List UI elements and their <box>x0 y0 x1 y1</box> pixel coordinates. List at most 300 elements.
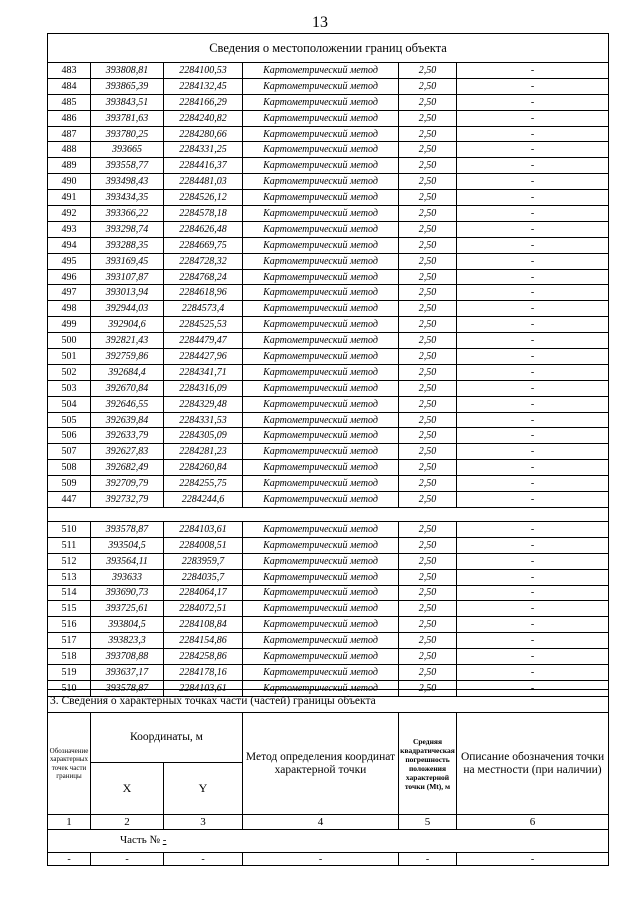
table-row <box>48 585 609 601</box>
table-row <box>48 633 609 649</box>
coord-y: 2284416,37 <box>164 158 243 174</box>
method: Картометрический метод <box>243 142 399 158</box>
accuracy: 2,50 <box>399 158 457 174</box>
description: - <box>457 253 609 269</box>
table-row <box>48 333 609 349</box>
accuracy: 2,50 <box>399 553 457 569</box>
description: - <box>457 317 609 333</box>
point-number: 516 <box>48 617 91 633</box>
accuracy: 2,50 <box>399 492 457 508</box>
table-row <box>48 601 609 617</box>
table-row <box>48 521 609 537</box>
accuracy: 2,50 <box>399 396 457 412</box>
table-row <box>48 63 609 79</box>
coord-y: 2284008,51 <box>164 537 243 553</box>
table-row <box>48 649 609 665</box>
column-number: 6 <box>457 815 609 830</box>
table-row <box>48 380 609 396</box>
point-number: 498 <box>48 301 91 317</box>
header-point-designation: Обозначение характерных точек части границы <box>48 713 91 815</box>
coord-y: 2284132,45 <box>164 78 243 94</box>
method: Картометрический метод <box>243 221 399 237</box>
coord-y: 2284072,51 <box>164 601 243 617</box>
point-number: 492 <box>48 206 91 222</box>
coord-x: 393498,43 <box>91 174 164 190</box>
coord-y: 2284103,61 <box>164 680 243 696</box>
coord-x: 393558,77 <box>91 158 164 174</box>
point-number: 519 <box>48 664 91 680</box>
coord-x: 392821,43 <box>91 333 164 349</box>
description: - <box>457 221 609 237</box>
coord-x: 393578,87 <box>91 680 164 696</box>
description: - <box>457 63 609 79</box>
coord-y: 2284305,09 <box>164 428 243 444</box>
method: Картометрический метод <box>243 396 399 412</box>
column-number: 4 <box>243 815 399 830</box>
point-number: 518 <box>48 649 91 665</box>
description: - <box>457 349 609 365</box>
coord-x: 393725,61 <box>91 601 164 617</box>
table-row <box>48 221 609 237</box>
accuracy: 2,50 <box>399 349 457 365</box>
accuracy: 2,50 <box>399 190 457 206</box>
point-number: 507 <box>48 444 91 460</box>
coord-y: 2284768,24 <box>164 269 243 285</box>
point-number: 514 <box>48 585 91 601</box>
coord-y: 2284255,75 <box>164 476 243 492</box>
description: - <box>457 444 609 460</box>
method: Картометрический метод <box>243 633 399 649</box>
description: - <box>457 537 609 553</box>
method: Картометрический метод <box>243 174 399 190</box>
method: Картометрический метод <box>243 333 399 349</box>
point-number: 509 <box>48 476 91 492</box>
accuracy: 2,50 <box>399 476 457 492</box>
coord-x: 392684,4 <box>91 364 164 380</box>
accuracy: 2,50 <box>399 206 457 222</box>
coord-x: 393013,94 <box>91 285 164 301</box>
coord-x: 393804,5 <box>91 617 164 633</box>
table-row <box>48 617 609 633</box>
coord-y: 2284316,09 <box>164 380 243 396</box>
accuracy: 2,50 <box>399 317 457 333</box>
coord-y: 2284154,86 <box>164 633 243 649</box>
description: - <box>457 553 609 569</box>
table-row <box>48 460 609 476</box>
accuracy: 2,50 <box>399 428 457 444</box>
page-number: 13 <box>312 14 328 31</box>
method: Картометрический метод <box>243 569 399 585</box>
table-row <box>48 317 609 333</box>
coord-x: 393298,74 <box>91 221 164 237</box>
header-y: Y <box>164 763 243 815</box>
coord-y: 2284578,18 <box>164 206 243 222</box>
method: Картометрический метод <box>243 460 399 476</box>
accuracy: 2,50 <box>399 412 457 428</box>
point-number: 502 <box>48 364 91 380</box>
coord-y: 2284035,7 <box>164 569 243 585</box>
method: Картометрический метод <box>243 110 399 126</box>
table-row <box>48 253 609 269</box>
part-points-table <box>47 689 609 866</box>
method: Картометрический метод <box>243 63 399 79</box>
accuracy: 2,50 <box>399 221 457 237</box>
part-label: Часть № <box>120 834 160 846</box>
coord-y: 2284728,32 <box>164 253 243 269</box>
coord-x: 393690,73 <box>91 585 164 601</box>
description: - <box>457 396 609 412</box>
header-coordinates: Координаты, м <box>91 713 243 763</box>
coord-x: 393434,35 <box>91 190 164 206</box>
coord-y: 2284331,53 <box>164 412 243 428</box>
method: Картометрический метод <box>243 601 399 617</box>
separator-row <box>48 507 609 521</box>
part-row <box>48 830 609 853</box>
description: - <box>457 285 609 301</box>
table-row <box>48 349 609 365</box>
coord-y: 2283959,7 <box>164 553 243 569</box>
coord-x: 393633 <box>91 569 164 585</box>
accuracy: 2,50 <box>399 94 457 110</box>
coord-y: 2284100,53 <box>164 63 243 79</box>
point-number: 513 <box>48 569 91 585</box>
point-number: 490 <box>48 174 91 190</box>
description: - <box>457 601 609 617</box>
method: Картометрический метод <box>243 317 399 333</box>
coord-x: 392709,79 <box>91 476 164 492</box>
coord-x: 393288,35 <box>91 237 164 253</box>
method: Картометрический метод <box>243 349 399 365</box>
table-row <box>48 569 609 585</box>
table-row <box>48 476 609 492</box>
point-number: 491 <box>48 190 91 206</box>
column-number: 1 <box>48 815 91 830</box>
section-title: Сведения о местоположении границ объекта <box>48 34 609 63</box>
table-row <box>48 190 609 206</box>
point-number: 486 <box>48 110 91 126</box>
coord-y: 2284281,23 <box>164 444 243 460</box>
accuracy: 2,50 <box>399 664 457 680</box>
section-3-title: 3. Сведения о характерных точках части (частей) границы объекта <box>48 690 609 713</box>
method: Картометрический метод <box>243 664 399 680</box>
table-row <box>48 664 609 680</box>
point-number: 500 <box>48 333 91 349</box>
point-number: 493 <box>48 221 91 237</box>
table-row <box>48 428 609 444</box>
point-number: 510 <box>48 680 91 696</box>
description: - <box>457 492 609 508</box>
method: Картометрический метод <box>243 444 399 460</box>
coord-x: 393504,5 <box>91 537 164 553</box>
accuracy: 2,50 <box>399 680 457 696</box>
coord-x: 393823,3 <box>91 633 164 649</box>
table-row <box>48 142 609 158</box>
accuracy: 2,50 <box>399 617 457 633</box>
method: Картометрический метод <box>243 492 399 508</box>
table-row <box>48 301 609 317</box>
point-number: 487 <box>48 126 91 142</box>
description: - <box>457 521 609 537</box>
accuracy: 2,50 <box>399 142 457 158</box>
point-number: 499 <box>48 317 91 333</box>
accuracy: 2,50 <box>399 285 457 301</box>
coord-x: 393637,17 <box>91 664 164 680</box>
coord-y: 2284108,84 <box>164 617 243 633</box>
point-number: 484 <box>48 78 91 94</box>
method: Картометрический метод <box>243 301 399 317</box>
coord-x: 393781,63 <box>91 110 164 126</box>
point-number: 447 <box>48 492 91 508</box>
table-row <box>48 158 609 174</box>
coord-y: 2284280,66 <box>164 126 243 142</box>
coord-y: 2284260,84 <box>164 460 243 476</box>
table-row <box>48 94 609 110</box>
method: Картометрический метод <box>243 94 399 110</box>
description: - <box>457 412 609 428</box>
coord-x: 393665 <box>91 142 164 158</box>
coord-y: 2284341,71 <box>164 364 243 380</box>
accuracy: 2,50 <box>399 333 457 349</box>
table-row <box>48 396 609 412</box>
coord-x: 393780,25 <box>91 126 164 142</box>
coord-y: 2284573,4 <box>164 301 243 317</box>
coord-x: 393564,11 <box>91 553 164 569</box>
empty-cell: - <box>164 853 243 866</box>
point-number: 496 <box>48 269 91 285</box>
header-x: X <box>91 763 164 815</box>
accuracy: 2,50 <box>399 521 457 537</box>
table-row <box>48 126 609 142</box>
point-number: 512 <box>48 553 91 569</box>
column-number: 2 <box>91 815 164 830</box>
coord-x: 393578,87 <box>91 521 164 537</box>
accuracy: 2,50 <box>399 269 457 285</box>
coord-x: 392904,6 <box>91 317 164 333</box>
coord-x: 392682,49 <box>91 460 164 476</box>
point-number: 497 <box>48 285 91 301</box>
description: - <box>457 569 609 585</box>
empty-cell: - <box>48 853 91 866</box>
table-row <box>48 78 609 94</box>
description: - <box>457 301 609 317</box>
coord-y: 2284064,17 <box>164 585 243 601</box>
coord-x: 392627,83 <box>91 444 164 460</box>
description: - <box>457 78 609 94</box>
accuracy: 2,50 <box>399 174 457 190</box>
coord-x: 392759,86 <box>91 349 164 365</box>
accuracy: 2,50 <box>399 126 457 142</box>
coord-x: 392944,03 <box>91 301 164 317</box>
method: Картометрический метод <box>243 553 399 569</box>
accuracy: 2,50 <box>399 364 457 380</box>
coord-y: 2284240,82 <box>164 110 243 126</box>
method: Картометрический метод <box>243 253 399 269</box>
coord-y: 2284479,47 <box>164 333 243 349</box>
point-number: 504 <box>48 396 91 412</box>
method: Картометрический метод <box>243 537 399 553</box>
point-number: 501 <box>48 349 91 365</box>
description: - <box>457 617 609 633</box>
method: Картометрический метод <box>243 428 399 444</box>
point-number: 506 <box>48 428 91 444</box>
point-number: 515 <box>48 601 91 617</box>
description: - <box>457 476 609 492</box>
column-number: 5 <box>399 815 457 830</box>
coord-x: 392639,84 <box>91 412 164 428</box>
method: Картометрический метод <box>243 364 399 380</box>
table-row <box>48 492 609 508</box>
description: - <box>457 269 609 285</box>
boundary-table <box>47 33 609 697</box>
method: Картометрический метод <box>243 476 399 492</box>
description: - <box>457 680 609 696</box>
accuracy: 2,50 <box>399 237 457 253</box>
coord-x: 393169,45 <box>91 253 164 269</box>
coord-y: 2284103,61 <box>164 521 243 537</box>
coord-x: 393808,81 <box>91 63 164 79</box>
coord-y: 2284244,6 <box>164 492 243 508</box>
coord-x: 393107,87 <box>91 269 164 285</box>
coord-y: 2284618,96 <box>164 285 243 301</box>
accuracy: 2,50 <box>399 78 457 94</box>
empty-cell: - <box>457 853 609 866</box>
description: - <box>457 428 609 444</box>
coord-x: 392670,84 <box>91 380 164 396</box>
description: - <box>457 364 609 380</box>
accuracy: 2,50 <box>399 585 457 601</box>
description: - <box>457 633 609 649</box>
accuracy: 2,50 <box>399 460 457 476</box>
coord-y: 2284166,29 <box>164 94 243 110</box>
description: - <box>457 237 609 253</box>
description: - <box>457 649 609 665</box>
method: Картометрический метод <box>243 649 399 665</box>
header-method: Метод определения координат характерной точки <box>243 713 399 815</box>
description: - <box>457 126 609 142</box>
column-number: 3 <box>164 815 243 830</box>
point-number: 489 <box>48 158 91 174</box>
table-row <box>48 444 609 460</box>
description: - <box>457 94 609 110</box>
accuracy: 2,50 <box>399 633 457 649</box>
coord-x: 392633,79 <box>91 428 164 444</box>
point-number: 511 <box>48 537 91 553</box>
method: Картометрический метод <box>243 206 399 222</box>
coord-x: 392732,79 <box>91 492 164 508</box>
method: Картометрический метод <box>243 585 399 601</box>
method: Картометрический метод <box>243 617 399 633</box>
accuracy: 2,50 <box>399 444 457 460</box>
description: - <box>457 585 609 601</box>
coord-x: 393708,88 <box>91 649 164 665</box>
table-row <box>48 364 609 380</box>
coord-y: 2284331,25 <box>164 142 243 158</box>
accuracy: 2,50 <box>399 601 457 617</box>
description: - <box>457 380 609 396</box>
method: Картометрический метод <box>243 190 399 206</box>
table-row <box>48 110 609 126</box>
header-description: Описание обозначения точки на местности (при наличии) <box>457 713 609 815</box>
part-value: - <box>162 834 167 846</box>
coord-y: 2284525,53 <box>164 317 243 333</box>
table-row <box>48 285 609 301</box>
accuracy: 2,50 <box>399 537 457 553</box>
accuracy: 2,50 <box>399 649 457 665</box>
table-row <box>48 412 609 428</box>
method: Картометрический метод <box>243 237 399 253</box>
description: - <box>457 333 609 349</box>
method: Картометрический метод <box>243 269 399 285</box>
accuracy: 2,50 <box>399 63 457 79</box>
coord-y: 2284427,96 <box>164 349 243 365</box>
coord-x: 393843,51 <box>91 94 164 110</box>
separator-cell <box>48 507 609 521</box>
point-number: 495 <box>48 253 91 269</box>
description: - <box>457 206 609 222</box>
coord-y: 2284329,48 <box>164 396 243 412</box>
point-number: 505 <box>48 412 91 428</box>
coord-y: 2284669,75 <box>164 237 243 253</box>
empty-cell: - <box>243 853 399 866</box>
description: - <box>457 460 609 476</box>
description: - <box>457 142 609 158</box>
point-number: 503 <box>48 380 91 396</box>
empty-cell: - <box>399 853 457 866</box>
point-number: 485 <box>48 94 91 110</box>
point-number: 483 <box>48 63 91 79</box>
coord-x: 392646,55 <box>91 396 164 412</box>
method: Картометрический метод <box>243 380 399 396</box>
description: - <box>457 110 609 126</box>
table-row <box>48 537 609 553</box>
table-row <box>48 237 609 253</box>
method: Картометрический метод <box>243 680 399 696</box>
empty-cell: - <box>91 853 164 866</box>
method: Картометрический метод <box>243 126 399 142</box>
point-number: 508 <box>48 460 91 476</box>
description: - <box>457 174 609 190</box>
description: - <box>457 158 609 174</box>
point-number: 517 <box>48 633 91 649</box>
coord-y: 2284258,86 <box>164 649 243 665</box>
method: Картометрический метод <box>243 158 399 174</box>
accuracy: 2,50 <box>399 569 457 585</box>
method: Картометрический метод <box>243 78 399 94</box>
table-row <box>48 269 609 285</box>
header-accuracy: Средняя квадратическая погрешность положения характерной точки (Mt), м <box>399 713 457 815</box>
accuracy: 2,50 <box>399 380 457 396</box>
coord-x: 393366,22 <box>91 206 164 222</box>
table-row <box>48 206 609 222</box>
coord-y: 2284178,16 <box>164 664 243 680</box>
method: Картометрический метод <box>243 285 399 301</box>
point-number: 510 <box>48 521 91 537</box>
method: Картометрический метод <box>243 412 399 428</box>
method: Картометрический метод <box>243 521 399 537</box>
coord-y: 2284481,03 <box>164 174 243 190</box>
coord-y: 2284526,12 <box>164 190 243 206</box>
accuracy: 2,50 <box>399 110 457 126</box>
accuracy: 2,50 <box>399 253 457 269</box>
description: - <box>457 190 609 206</box>
point-number: 494 <box>48 237 91 253</box>
coord-x: 393865,39 <box>91 78 164 94</box>
coord-y: 2284626,48 <box>164 221 243 237</box>
table-row <box>48 553 609 569</box>
description: - <box>457 664 609 680</box>
point-number: 488 <box>48 142 91 158</box>
table-row <box>48 174 609 190</box>
